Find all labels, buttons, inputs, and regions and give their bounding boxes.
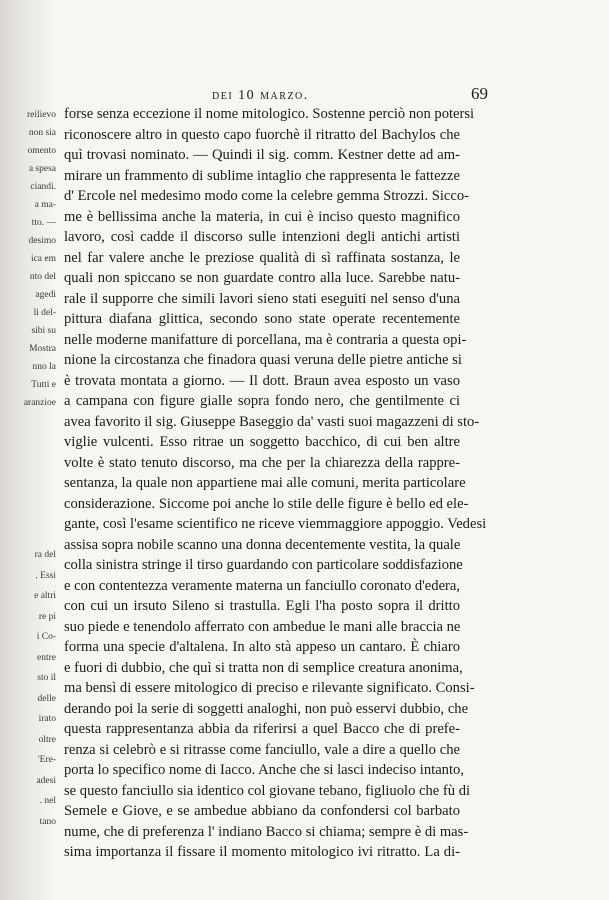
margin-fragment: entre bbox=[37, 652, 56, 663]
text-line: e con contentezza veramente materna un fanciullo coronato d'edera, bbox=[64, 577, 461, 594]
margin-fragment: delle bbox=[37, 693, 56, 704]
margin-fragment: sibi su bbox=[31, 326, 56, 336]
text-line: quali non spiccano se non guardate contro alla luce. Sarebbe natu- bbox=[64, 270, 460, 286]
margin-fragment: Mostra bbox=[29, 344, 56, 354]
text-line: è trovata montata a giorno. — Il dott. Braun avea esposto un vaso bbox=[64, 372, 460, 389]
text-line: suo piede e tenendolo afferrato con ambedue le mani alle braccia ne bbox=[64, 618, 461, 635]
text-line: nelle moderne manifatture di porcellana, ma è contraria a questa opi- bbox=[64, 331, 467, 348]
text-line: assisa sopra nobile scanno una donna decentemente vestita, la quale bbox=[64, 536, 461, 553]
margin-fragment: ra del bbox=[34, 550, 56, 560]
text-line: me è bellissima anche la materia, in cui è inciso questo magnifico bbox=[64, 208, 460, 225]
margin-fragment: nno la bbox=[32, 362, 56, 372]
text-line: nel far valere anche le preziose qualità di sì raffinata sostanza, le bbox=[64, 249, 460, 266]
margin-fragment: a spesa bbox=[28, 164, 56, 174]
text-line: pittura diafana glittica, secondo sono state operate recentemente bbox=[64, 311, 460, 327]
margin-fragment: sto il bbox=[37, 673, 56, 683]
text-line: forma una specie d'altalena. In alto stà appeso un cantaro. È chiaro bbox=[64, 639, 460, 655]
text-line: sima importanza il fissare il momento mitologico ivi ritratto. La di- bbox=[64, 844, 460, 860]
text-line: nione la circostanza che finadora quasi veruna delle pietre antiche si bbox=[64, 352, 462, 368]
margin-fragment: nto del bbox=[29, 272, 56, 282]
text-line: Semele e Giove, e se ambedue abbiano da confondersi col barbato bbox=[64, 803, 460, 819]
margin-fragment: . Essi bbox=[35, 570, 56, 581]
text-line: rale il supporre che simili lavori sieno stati eseguiti nel senso d'una bbox=[64, 290, 460, 307]
text-line: colla sinistra stringe il tirso guardando con particolare soddisfazione bbox=[64, 557, 463, 573]
text-line: d' Ercole nel medesimo modo come la celebre gemma Strozzi. Sicco- bbox=[64, 188, 470, 204]
text-line: ma bensì di essere mitologico di preciso e rilevante significato. Consi- bbox=[64, 680, 475, 696]
margin-fragment: irato bbox=[38, 714, 56, 724]
margin-fragment: adesi bbox=[36, 775, 56, 786]
text-line: con cui un irsuto Sileno si trastulla. Egli l'ha posto sopra il dritto bbox=[64, 598, 460, 614]
text-line: e fuori di dubbio, che quì si tratta non di semplice creatura anonima, bbox=[64, 659, 463, 676]
text-line: questa rappresentanza abbia da riferirsi a quel Bacco che di prefe- bbox=[64, 721, 460, 737]
text-line: viglie vulcenti. Esso ritrae un soggetto bacchico, di cui ben altre bbox=[64, 434, 460, 450]
margin-fragment: non sia bbox=[28, 128, 56, 138]
text-line: mirare un frammento di sublime intaglio che rappresenta le fattezze bbox=[64, 167, 460, 184]
facing-page-margin-top bbox=[2, 106, 56, 412]
text-line: quì trovasi nominato. — Quindi il sig. comm. Kestner dette ad am- bbox=[64, 147, 460, 163]
text-line: a campana con figure gialle sopra fondo nero, che gentilmente ci bbox=[64, 393, 460, 409]
text-line: lavoro, così cadde il discorso sulle intenzioni degli antichi artisti bbox=[64, 229, 460, 245]
margin-fragment: li del- bbox=[33, 308, 56, 318]
margin-fragment: a ma- bbox=[34, 200, 56, 210]
text-line: gante, così l'esame scientifico ne riceve viemmaggiore appoggio. Vedesi bbox=[64, 516, 487, 532]
text-line: forse senza eccezione il nome mitologico. Sostenne perciò non potersi bbox=[64, 106, 475, 122]
facing-page-margin-bottom bbox=[2, 545, 56, 832]
running-header bbox=[64, 84, 488, 106]
margin-fragment: agedi bbox=[35, 290, 56, 300]
text-line: riconoscere altro in questo capo fuorchè il ritratto del Bachylos che bbox=[64, 126, 460, 143]
margin-fragment: desimo bbox=[28, 236, 56, 246]
margin-fragment: . nel bbox=[39, 796, 56, 806]
text-line: derando poi la serie di soggetti analoghi, non può esservi dubbio, che bbox=[64, 700, 469, 717]
text-line: porta lo specifico nome di Iacco. Anche che si lasci indeciso intanto, bbox=[64, 762, 464, 778]
margin-fragment: tto. — bbox=[31, 218, 56, 228]
margin-fragment: 'Ere- bbox=[37, 755, 56, 765]
margin-fragment: Tutti e bbox=[31, 380, 56, 390]
text-line: volte è stato tenuto discorso, ma che per la chiarezza della rappre- bbox=[64, 454, 460, 471]
body-text bbox=[64, 104, 487, 863]
running-title: dei 10 marzo. bbox=[212, 88, 309, 103]
text-line: avea favorito il sig. Giuseppe Baseggio da' vasti suoi magazzeni di sto- bbox=[64, 413, 480, 430]
margin-fragment: aranzioe bbox=[23, 398, 56, 408]
margin-fragment: e altri bbox=[34, 591, 56, 601]
margin-fragment: oltre bbox=[38, 734, 56, 745]
margin-fragment: reilievo bbox=[26, 110, 56, 120]
margin-fragment: i Co- bbox=[36, 632, 56, 642]
text-line: se questo fanciullo sia identico col giovane tebano, figliuolo che fù di bbox=[64, 782, 471, 799]
text-line: nume, che di preferenza l' indiano Bacco si chiama; sempre è di mas- bbox=[64, 823, 469, 840]
margin-fragment: omento bbox=[27, 146, 56, 156]
text-line: considerazione. Siccome poi anche lo stile delle figure è bello ed ele- bbox=[64, 495, 469, 512]
margin-fragment: tano bbox=[39, 816, 56, 827]
margin-fragment: re pi bbox=[38, 611, 56, 622]
text-line: renza si celebrò e si ritrasse come fanciullo, vale a dire a quello che bbox=[64, 741, 460, 758]
margin-fragment: ica em bbox=[30, 254, 56, 264]
margin-fragment: ciandi. bbox=[30, 182, 56, 192]
page-number: 69 bbox=[471, 84, 488, 103]
text-line: sentanza, la quale non appartiene mai alle comuni, merita particolare bbox=[64, 475, 466, 491]
